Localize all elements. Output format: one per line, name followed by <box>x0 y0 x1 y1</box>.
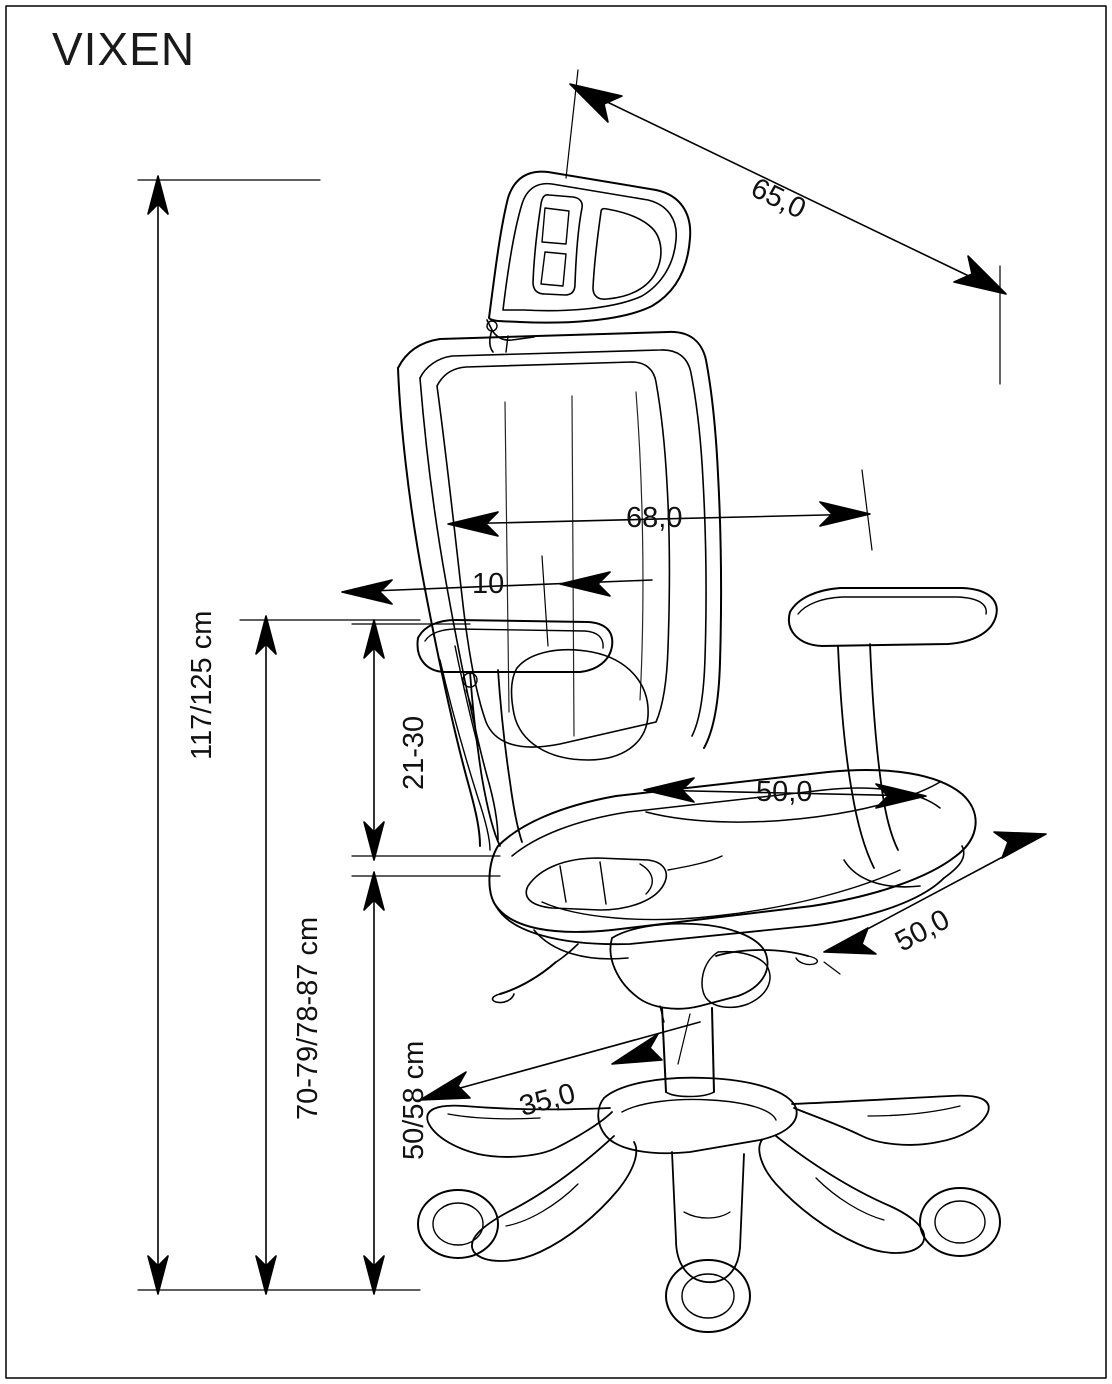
base-leg-left-rear <box>427 1106 612 1157</box>
dim-label-total-height: 117/125 cm <box>186 610 218 760</box>
tilt-lever <box>500 962 556 994</box>
gas-cylinder-bottom <box>666 1092 714 1097</box>
gaslift-housing-detail <box>702 952 770 1008</box>
headrest-cutout-left-bottom <box>541 252 566 286</box>
base-leg-right-front <box>759 1136 924 1253</box>
seat-mechanism-arm <box>668 856 722 870</box>
gaslift-housing <box>610 924 767 1009</box>
dim-armwidth-ext <box>542 556 548 646</box>
castor-right-rear <box>920 1188 1000 1256</box>
seat-mechanism-housing <box>526 858 666 910</box>
dim-base-ext <box>678 1014 690 1064</box>
base-leg-left-front-line <box>506 1184 578 1226</box>
dim-depth-arrow-end <box>954 256 1006 294</box>
castor-front-inner <box>682 1274 734 1318</box>
dimension-lines <box>138 70 1046 1294</box>
armrest-left-pad <box>418 620 613 672</box>
dim-label-seat-height: 50/58 cm <box>398 1040 430 1160</box>
lumbar-support <box>512 650 649 760</box>
dim-seatdepth-ext <box>824 962 840 974</box>
armrest-right-pad-top <box>798 597 986 614</box>
castor-right-rear-inner <box>935 1201 985 1243</box>
headrest-inner <box>503 184 676 311</box>
armrest-right-foot <box>844 860 920 887</box>
dim-label-backrest-height: 68,0 <box>626 502 683 534</box>
headrest-cutout-left-top <box>542 208 569 244</box>
dim-label-seat-width: 50,0 <box>756 776 813 808</box>
backrest-mesh-line-1 <box>505 402 509 712</box>
armrest-left-pad-top <box>425 629 603 648</box>
seat-mechanism-line-2 <box>600 862 606 904</box>
base-leg-left-front <box>472 1136 636 1261</box>
dim-seatwidth-arrow-left <box>644 778 694 802</box>
seat-mechanism-knob <box>640 864 652 894</box>
seat-front-seam <box>542 870 900 920</box>
armrest-right-post-inner <box>870 644 898 850</box>
tilt-lever-knob <box>493 994 514 1003</box>
dim-label-seat-back-height: 70-79/78-87 cm <box>292 916 324 1120</box>
tilt-lever-base <box>556 944 578 962</box>
product-title: VIXEN <box>52 23 196 75</box>
dim-seatdepth-arrow-start <box>824 928 876 954</box>
dim-label-seat-depth: 50,0 <box>890 903 955 959</box>
castor-left-rear-inner <box>433 1203 483 1245</box>
backrest-rail-left-mid2 <box>440 660 490 850</box>
height-lever-tip <box>796 956 817 965</box>
dim-seatdepth-arrow-end <box>994 832 1046 858</box>
dim-depth-arrow-start <box>570 84 622 122</box>
dim-base-arrow-right <box>612 1034 662 1064</box>
base-leg-front <box>672 1152 744 1282</box>
headrest-cutout-right <box>593 209 661 300</box>
base-leg-front-line <box>684 1212 730 1218</box>
dim-armwidth-arrow-left <box>342 580 392 604</box>
base-leg-right-rear-line <box>868 1106 960 1116</box>
dim-label-armrest-range: 21-30 <box>398 715 430 790</box>
castor-left-rear <box>418 1190 498 1258</box>
gas-cylinder-right <box>712 1008 714 1092</box>
armrest-right-post-outer <box>838 646 874 868</box>
armrest-left-post-inner <box>498 670 522 842</box>
dim-backrest-ext-right <box>862 470 872 550</box>
backrest-mesh-line-3 <box>636 392 643 700</box>
dim-label-overall-depth: 65,0 <box>745 172 811 226</box>
headrest-stem-left <box>490 330 493 352</box>
seat-mechanism-line-1 <box>560 866 566 902</box>
dim-label-base-radius: 35,0 <box>516 1077 579 1123</box>
dim-armwidth-arrow-right <box>560 572 610 596</box>
sheet-border <box>6 6 1106 1378</box>
backrest-rail-left-inner <box>420 378 498 840</box>
backrest-mesh-line-2 <box>572 396 574 736</box>
castor-front <box>666 1260 750 1332</box>
dim-backrest-arrow-right <box>820 502 870 526</box>
base-leg-right-rear <box>792 1096 989 1145</box>
base-hub-top <box>622 1100 776 1121</box>
dim-label-armrest-width: 10 <box>472 568 505 600</box>
base-hub <box>598 1078 796 1154</box>
headrest-stem-bar <box>506 336 508 352</box>
